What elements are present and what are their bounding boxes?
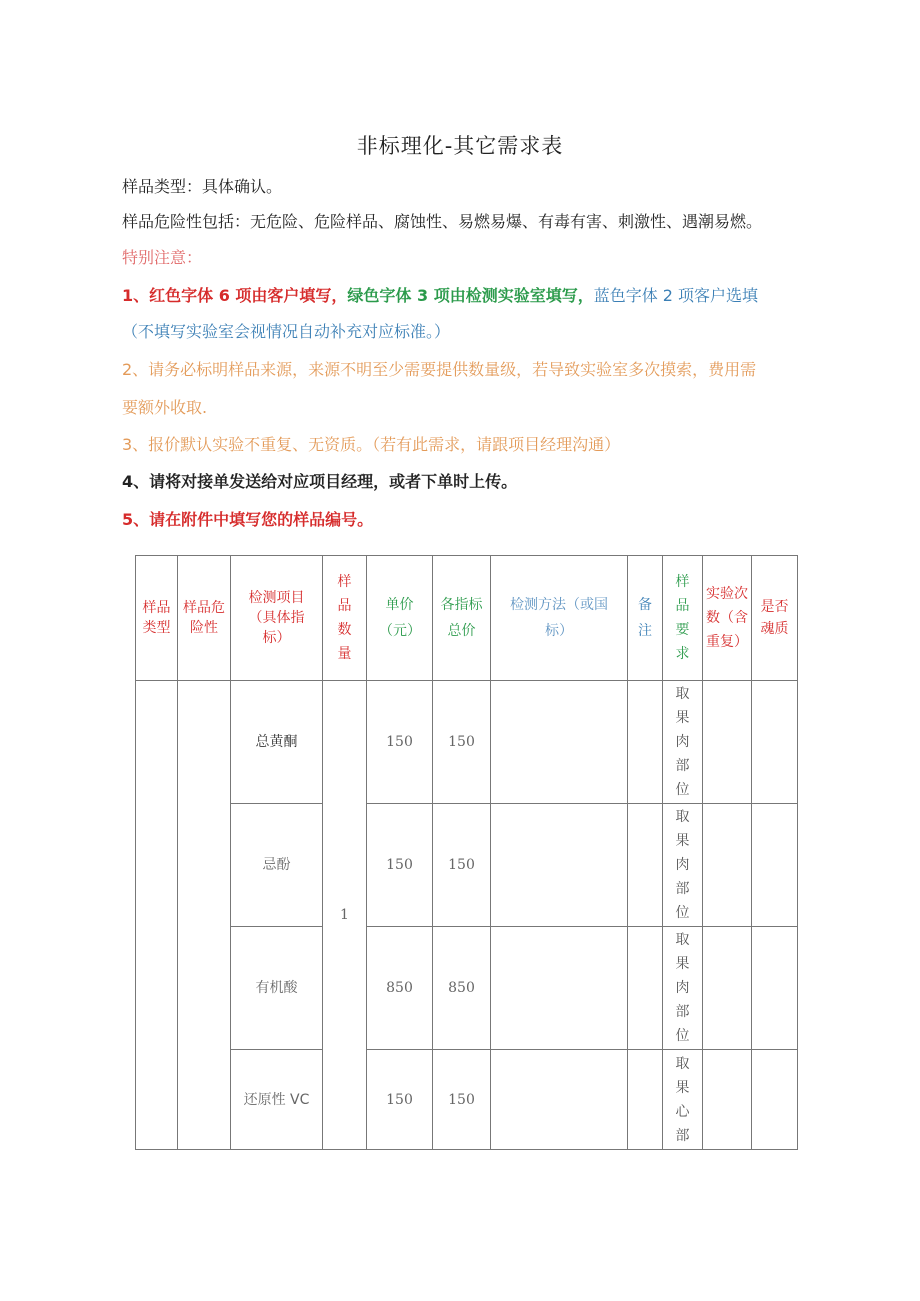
- cell-sample-type[interactable]: [136, 681, 178, 1150]
- note-2-line2: 要额外收取.: [122, 398, 208, 417]
- cell-qualified[interactable]: [752, 804, 798, 927]
- note-4: 4、请将对接单发送给对应项目经理，或者下单时上传。: [122, 472, 518, 491]
- table-row: [136, 927, 798, 1050]
- note-3: 3、报价默认实验不重复、无资质。（若有此需求，请跟项目经理沟通）: [122, 435, 621, 454]
- header-item: 检测项目（具体指标）: [231, 556, 323, 681]
- table-header-row: [136, 556, 798, 681]
- cell-qualified[interactable]: [752, 681, 798, 804]
- cell-quantity[interactable]: 1: [323, 681, 367, 1150]
- cell-requirement[interactable]: 取果肉部位: [663, 681, 703, 804]
- header-quantity: 样品数量: [323, 556, 367, 681]
- header-total-price: 各指标总价: [433, 556, 491, 681]
- header-requirement: 样品要求: [663, 556, 703, 681]
- table-row: [136, 804, 798, 927]
- cell-method[interactable]: [491, 804, 628, 927]
- header-sample-type: 样品类型: [136, 556, 178, 681]
- cell-method[interactable]: [491, 681, 628, 804]
- sample-type-line: 样品类型：具体确认。: [122, 177, 283, 196]
- note-1-green: 绿色字体 3 项由检测实验室填写，: [347, 286, 594, 305]
- cell-item[interactable]: 还原性 VC: [231, 1050, 323, 1150]
- table-row: [136, 681, 798, 804]
- cell-item[interactable]: 总黄酮: [231, 681, 323, 804]
- header-hazard: 样品危险性: [178, 556, 231, 681]
- header-qualified: 是否魂质: [752, 556, 798, 681]
- cell-method[interactable]: [491, 927, 628, 1050]
- cell-requirement[interactable]: 取果肉部位: [663, 927, 703, 1050]
- cell-requirement[interactable]: 取果肉部位: [663, 804, 703, 927]
- requirement-table: [135, 555, 798, 1150]
- cell-times[interactable]: [703, 804, 752, 927]
- cell-total-price[interactable]: 150: [433, 1050, 491, 1150]
- cell-remark[interactable]: [628, 927, 663, 1050]
- cell-unit-price[interactable]: 150: [367, 681, 433, 804]
- header-remark: 备注: [628, 556, 663, 681]
- cell-times[interactable]: [703, 681, 752, 804]
- cell-method[interactable]: [491, 1050, 628, 1150]
- cell-qualified[interactable]: [752, 927, 798, 1050]
- cell-unit-price[interactable]: 150: [367, 804, 433, 927]
- cell-remark[interactable]: [628, 1050, 663, 1150]
- header-method: 检测方法（或国标）: [491, 556, 628, 681]
- header-times: 实验次数（含重复）: [703, 556, 752, 681]
- header-unit-price: 单价（元）: [367, 556, 433, 681]
- note-1-blue: 蓝色字体 2 项客户选填: [593, 286, 759, 305]
- cell-times[interactable]: [703, 1050, 752, 1150]
- cell-total-price[interactable]: 150: [433, 681, 491, 804]
- cell-unit-price[interactable]: 850: [367, 927, 433, 1050]
- cell-remark[interactable]: [628, 681, 663, 804]
- cell-item[interactable]: 忌酚: [231, 804, 323, 927]
- hazard-line: 样品危险性包括：无危险、危险样品、腐蚀性、易燃易爆、有毒有害、刺激性、遇潮易燃。: [122, 212, 763, 231]
- cell-requirement[interactable]: 取果心部: [663, 1050, 703, 1150]
- cell-item[interactable]: 有机酸: [231, 927, 323, 1050]
- cell-hazard[interactable]: [178, 681, 231, 1150]
- note-heading: 特别注意：: [122, 248, 203, 267]
- cell-total-price[interactable]: 850: [433, 927, 491, 1050]
- note-5: 5、请在附件中填写您的样品编号。: [122, 510, 374, 529]
- cell-total-price[interactable]: 150: [433, 804, 491, 927]
- cell-remark[interactable]: [628, 804, 663, 927]
- cell-times[interactable]: [703, 927, 752, 1050]
- note-1-blue-line2: （不填写实验室会视情况自动补充对应标准。）: [122, 322, 451, 341]
- cell-unit-price[interactable]: 150: [367, 1050, 433, 1150]
- table-row: [136, 1050, 798, 1150]
- note-1: [122, 286, 758, 306]
- note-1-red: 1、红色字体 6 项由客户填写，: [122, 286, 348, 305]
- page-title: 非标理化-其它需求表: [356, 134, 564, 158]
- cell-qualified[interactable]: [752, 1050, 798, 1150]
- note-2-line1: 2、请务必标明样品来源，来源不明至少需要提供数量级，若导致实验室多次摸索，费用需: [122, 360, 757, 379]
